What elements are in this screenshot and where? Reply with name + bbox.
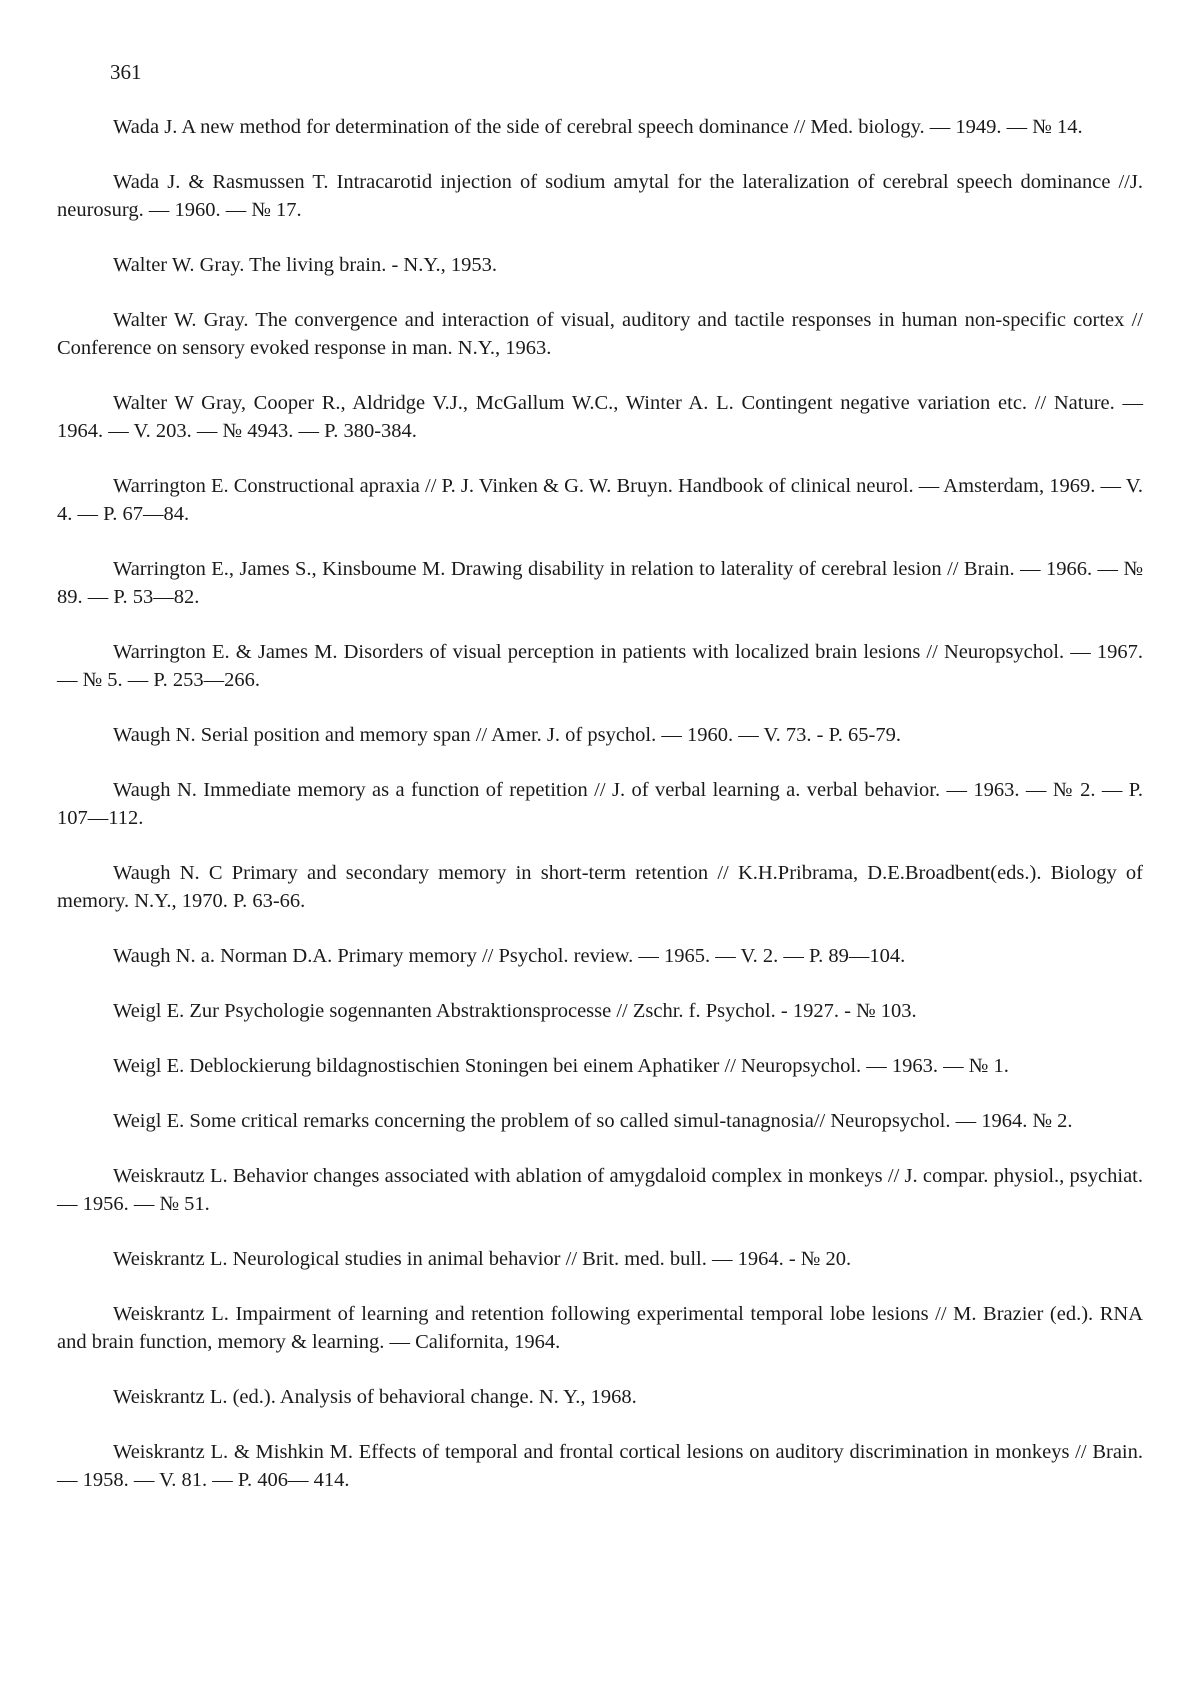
reference-entry: Warrington E. Constructional apraxia // P. J. Vinken & G. W. Bruyn. Handbook of clinical neurol. — Amsterdam, 1969. — V. 4. — P. 67—84. (57, 475, 1143, 525)
reference-entry: Weiskrantz L. Impairment of learning and retention following experimental temporal lobe lesions // M. Brazier (ed.). RNA and brain function, memory & learning. — Californita, 1964. (57, 1303, 1143, 1353)
reference-entry: Weigl E. Zur Psychologie sogennanten Abstraktionsprocesse // Zschr. f. Psychol. - 1927. - № 103. (113, 1000, 917, 1022)
reference-entry: Waugh N. Immediate memory as a function of repetition // J. of verbal learning a. verbal behavior. — 1963. — № 2. — P. 107—112. (57, 779, 1143, 829)
reference-entry: Wada J. A new method for determination of the side of cerebral speech dominance // Med. biology. — 1949. — № 14. (113, 116, 1083, 138)
reference-entry: Walter W. Gray. The living brain. - N.Y., 1953. (113, 254, 497, 276)
reference-entry: Weigl E. Some critical remarks concerning the problem of so called simul-tanagnosia// Neuropsychol. — 1964. № 2. (113, 1110, 1073, 1132)
reference-entry: Waugh N. Serial position and memory span // Amer. J. of psychol. — 1960. — V. 73. - P. 65-79. (113, 724, 901, 746)
reference-entry: Weiskrantz L. & Mishkin M. Effects of temporal and frontal cortical lesions on auditory discrimination in monkeys // Brain. — 1958. — V. 81. — P. 406— 414. (57, 1441, 1143, 1491)
reference-entry: Warrington E. & James M. Disorders of visual perception in patients with localized brain lesions // Neuropsychol. — 1967. — № 5. — P. 253—266. (57, 641, 1143, 691)
reference-entry: Waugh N. a. Norman D.A. Primary memory // Psychol. review. — 1965. — V. 2. — P. 89—104. (113, 945, 906, 967)
reference-entry: Walter W. Gray. The convergence and interaction of visual, auditory and tactile responses in human non-specific cortex // Conference on sensory evoked response in man. N.Y., 1963. (57, 309, 1143, 359)
reference-entry: Weiskrantz L. (ed.). Analysis of behavioral change. N. Y., 1968. (113, 1386, 637, 1408)
page-number: 361 (110, 60, 142, 84)
reference-entry: Walter W Gray, Cooper R., Aldridge V.J., McGallum W.C., Winter A. L. Contingent negative variation etc. // Nature. — 1964. — V. 203. — № 4943. — P. 380-384. (57, 392, 1143, 442)
reference-entry: Waugh N. C Primary and secondary memory in short-term retention // K.H.Pribrama, D.E.Broadbent(eds.). Biology of memory. N.Y., 1970. P. 63-66. (57, 862, 1143, 912)
reference-entry: Weiskrautz L. Behavior changes associated with ablation of amygdaloid complex in monkeys // J. compar. physiol., psychiat. — 1956. — № 51. (57, 1165, 1143, 1215)
reference-entry: Weigl E. Deblockierung bildagnostischien Stoningen bei einem Aphatiker // Neuropsychol. — 1963. — № 1. (113, 1055, 1009, 1077)
reference-entry: Wada J. & Rasmussen T. Intracarotid injection of sodium amytal for the lateralization of cerebral speech dominance //J. neurosurg. — 1960. — № 17. (57, 171, 1143, 221)
reference-entry: Warrington E., James S., Kinsboume M. Drawing disability in relation to laterality of cerebral lesion // Brain. — 1966. — № 89. — P. 53—82. (57, 558, 1143, 608)
reference-list (57, 113, 1143, 1521)
reference-entry: Weiskrantz L. Neurological studies in animal behavior // Brit. med. bull. — 1964. - № 20. (113, 1248, 852, 1270)
